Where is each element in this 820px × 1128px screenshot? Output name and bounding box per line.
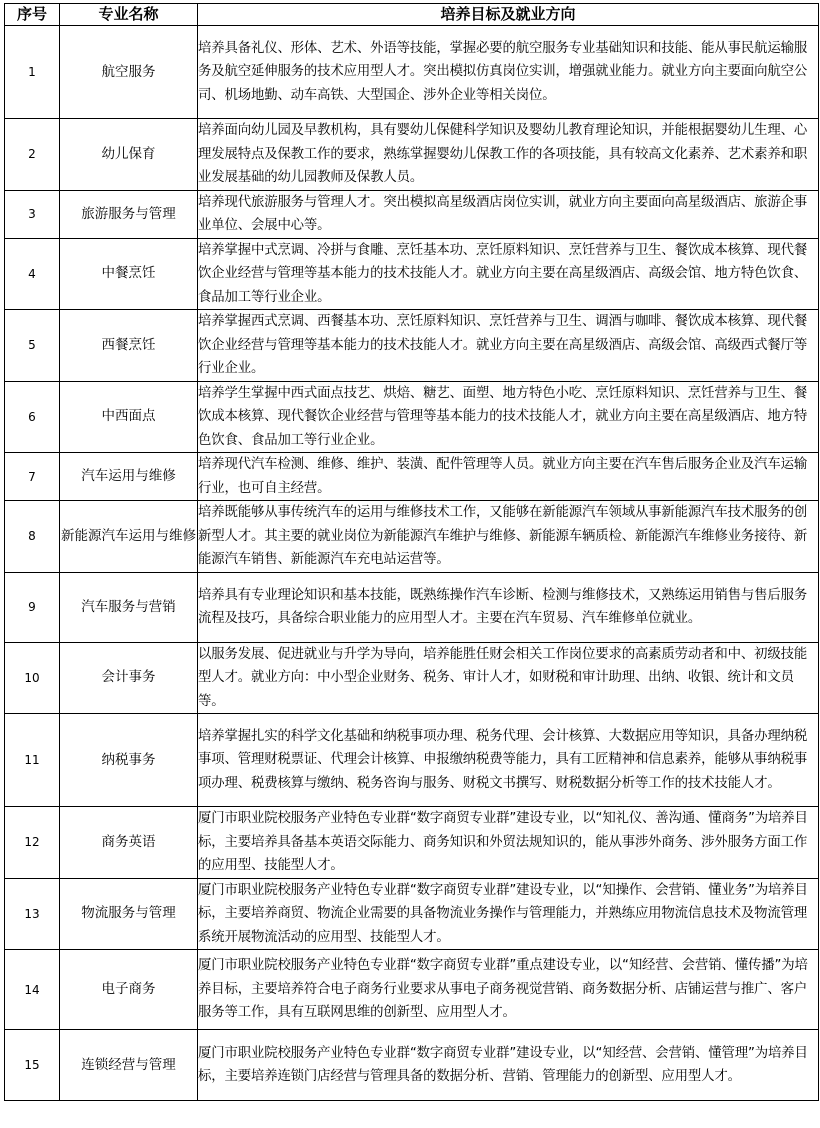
row-number: 1 (5, 26, 60, 119)
header-number: 序号 (5, 4, 60, 26)
major-description: 以服务发展、促进就业与升学为导向，培养能胜任财会相关工作岗位要求的高素质劳动者和中、初级技能型人才。就业方向：中小型企业财务、税务、审计人才，如财税和审计助理、出纳、收银、统计和文员等。 (198, 642, 819, 714)
table-row (5, 238, 819, 310)
table-row (5, 807, 819, 879)
major-description: 厦门市职业院校服务产业特色专业群“数字商贸专业群”建设专业，以“知礼仪、善沟通、懂商务”为培养目标，主要培养具备基本英语交际能力、商务知识和外贸法规知识的，能从事涉外商务、涉外服务方面工作的应用型、技能型人才。 (198, 807, 819, 879)
row-number: 6 (5, 381, 60, 453)
major-description: 培养现代汽车检测、维修、维护、装潢、配件管理等人员。就业方向主要在汽车售后服务企业及汽车运输行业，也可自主经营。 (198, 453, 819, 501)
row-number: 9 (5, 572, 60, 642)
major-name: 汽车服务与营销 (60, 572, 198, 642)
major-name: 西餐烹饪 (60, 310, 198, 382)
major-description: 厦门市职业院校服务产业特色专业群“数字商贸专业群”建设专业，以“知经营、会营销、懂管理”为培养目标，主要培养连锁门店经营与管理具备的数据分析、营销、管理能力的创新型、应用型人才。 (198, 1030, 819, 1101)
major-name: 汽车运用与维修 (60, 453, 198, 501)
table-row (5, 381, 819, 453)
row-number: 14 (5, 950, 60, 1030)
major-name: 新能源汽车运用与维修 (60, 501, 198, 573)
major-description: 培养学生掌握中西式面点技艺、烘焙、糖艺、面塑、地方特色小吃、烹饪原料知识、烹饪营养与卫生、餐饮成本核算、现代餐饮企业经营与管理等基本能力的技术技能人才，就业方向主要在高星级酒店、地方特色饮食、食品加工等行业企业。 (198, 381, 819, 453)
row-number: 2 (5, 119, 60, 191)
row-number: 4 (5, 238, 60, 310)
major-description: 培养具备礼仪、形体、艺术、外语等技能，掌握必要的航空服务专业基础知识和技能、能从事民航运输服务及航空延伸服务的技术应用型人才。突出模拟仿真岗位实训，增强就业能力。就业方向主要面向航空公司、机场地勤、动车高铁、大型国企、涉外企业等相关岗位。 (198, 26, 819, 119)
header-description: 培养目标及就业方向 (198, 4, 819, 26)
major-name: 中西面点 (60, 381, 198, 453)
major-name: 中餐烹饪 (60, 238, 198, 310)
row-number: 12 (5, 807, 60, 879)
major-description: 培养掌握中式烹调、冷拼与食雕、烹饪基本功、烹饪原料知识、烹饪营养与卫生、餐饮成本核算、现代餐饮企业经营与管理等基本能力的技术技能人才。就业方向主要在高星级酒店、高级会馆、地方特色饮食、食品加工等行业企业。 (198, 238, 819, 310)
row-number: 3 (5, 190, 60, 238)
row-number: 7 (5, 453, 60, 501)
major-description: 培养现代旅游服务与管理人才。突出模拟高星级酒店岗位实训，就业方向主要面向高星级酒店、旅游企事业单位、会展中心等。 (198, 190, 819, 238)
row-number: 8 (5, 501, 60, 573)
major-name: 连锁经营与管理 (60, 1030, 198, 1101)
major-name: 幼儿保育 (60, 119, 198, 191)
table-row (5, 714, 819, 807)
table-row (5, 572, 819, 642)
major-name: 商务英语 (60, 807, 198, 879)
table-row (5, 190, 819, 238)
table-row (5, 950, 819, 1030)
major-name: 物流服务与管理 (60, 878, 198, 950)
major-description: 厦门市职业院校服务产业特色专业群“数字商贸专业群”重点建设专业，以“知经营、会营销、懂传播”为培养目标，主要培养符合电子商务行业要求从事电子商务视觉营销、商务数据分析、店铺运营与推广、客户服务等工作，具有互联网思维的创新型、应用型人才。 (198, 950, 819, 1030)
table-row (5, 26, 819, 119)
table-row (5, 119, 819, 191)
table-row (5, 1030, 819, 1101)
header-major-name: 专业名称 (60, 4, 198, 26)
major-name: 纳税事务 (60, 714, 198, 807)
major-description: 培养掌握西式烹调、西餐基本功、烹饪原料知识、烹饪营养与卫生、调酒与咖啡、餐饮成本核算、现代餐饮企业经营与管理等基本能力的技术技能人才。就业方向主要在高星级酒店、高级会馆、高级西式餐厅等行业企业。 (198, 310, 819, 382)
table-row (5, 453, 819, 501)
major-description: 培养既能够从事传统汽车的运用与维修技术工作，又能够在新能源汽车领域从事新能源汽车技术服务的创新型人才。其主要的就业岗位为新能源汽车维护与维修、新能源车辆质检、新能源汽车维修业务接待、新能源汽车销售、新能源汽车充电站运营等。 (198, 501, 819, 573)
major-name: 电子商务 (60, 950, 198, 1030)
major-description: 厦门市职业院校服务产业特色专业群“数字商贸专业群”建设专业，以“知操作、会营销、懂业务”为培养目标，主要培养商贸、物流企业需要的具备物流业务操作与管理能力，并熟练应用物流信息技术及物流管理系统开展物流活动的应用型、技能型人才。 (198, 878, 819, 950)
row-number: 11 (5, 714, 60, 807)
row-number: 15 (5, 1030, 60, 1101)
row-number: 10 (5, 642, 60, 714)
major-name: 会计事务 (60, 642, 198, 714)
major-description: 培养掌握扎实的科学文化基础和纳税事项办理、税务代理、会计核算、大数据应用等知识，具备办理纳税事项、管理财税票证、代理会计核算、申报缴纳税费等能力，具有工匠精神和信息素养，能够从事纳税事项办理、税费核算与缴纳、税务咨询与服务、财税文书撰写、财税数据分析等工作的技术技能人才。 (198, 714, 819, 807)
major-name: 航空服务 (60, 26, 198, 119)
table-row (5, 310, 819, 382)
row-number: 13 (5, 878, 60, 950)
header-row (5, 4, 819, 26)
major-name: 旅游服务与管理 (60, 190, 198, 238)
major-description: 培养具有专业理论知识和基本技能，既熟练操作汽车诊断、检测与维修技术，又熟练运用销售与售后服务流程及技巧，具备综合职业能力的应用型人才。主要在汽车贸易、汽车维修单位就业。 (198, 572, 819, 642)
table-row (5, 642, 819, 714)
major-description: 培养面向幼儿园及早教机构，具有婴幼儿保健科学知识及婴幼儿教育理论知识，并能根据婴幼儿生理、心理发展特点及保教工作的要求，熟练掌握婴幼儿保教工作的各项技能，具有较高文化素养、艺术素养和职业发展基础的幼儿园教师及保教人员。 (198, 119, 819, 191)
row-number: 5 (5, 310, 60, 382)
table-row (5, 878, 819, 950)
majors-table (4, 3, 819, 1101)
table-row (5, 501, 819, 573)
